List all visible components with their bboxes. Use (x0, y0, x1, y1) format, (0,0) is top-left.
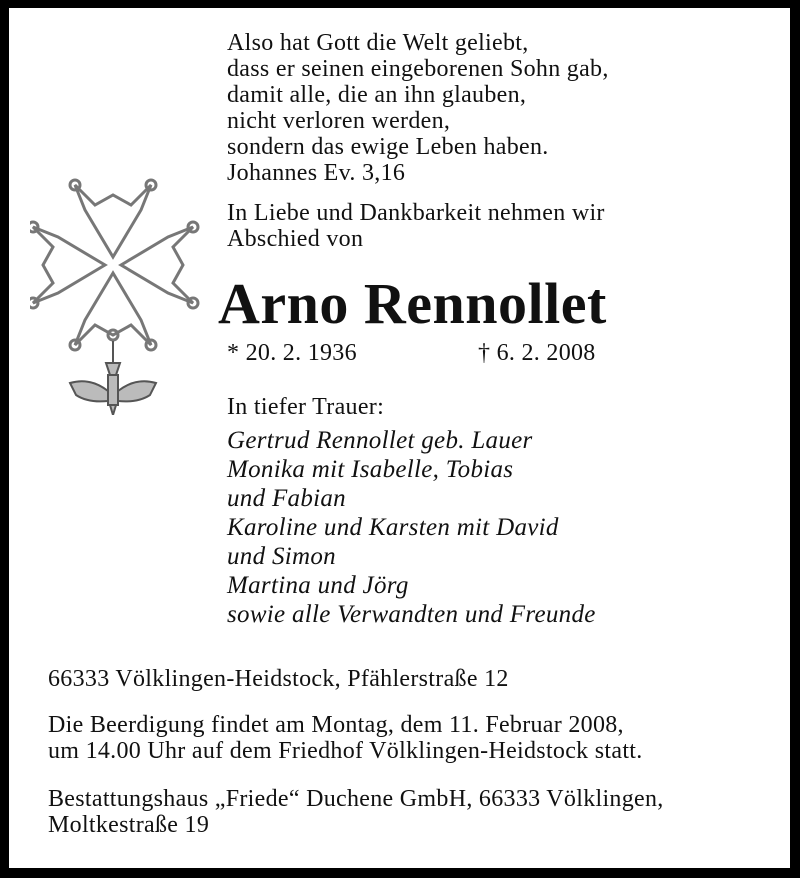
mourner-line: Martina und Jörg (227, 572, 409, 599)
mourner-line: Karoline und Karsten mit David (227, 514, 559, 541)
deceased-name: Arno Rennollet (218, 271, 607, 336)
mourner-line: Monika mit Isabelle, Tobias (227, 456, 514, 483)
verse-line: dass er seinen eingeborenen Sohn gab, (227, 56, 609, 82)
mourner-line: Gertrud Rennollet geb. Lauer (227, 427, 533, 454)
birth-date: * 20. 2. 1936 (227, 340, 357, 366)
funeral-info-line: um 14.00 Uhr auf dem Friedhof Völklingen-Heidstock statt. (48, 738, 643, 764)
funeral-home-line: Bestattungshaus „Friede“ Duchene GmbH, 66333 Völklingen, (48, 786, 664, 812)
verse-line: damit alle, die an ihn glauben, (227, 82, 527, 108)
mourner-line: sowie alle Verwandten und Freunde (227, 601, 596, 628)
funeral-home-line: Moltkestraße 19 (48, 812, 210, 838)
death-date: † 6. 2. 2008 (478, 340, 596, 366)
intro-line: Abschied von (227, 226, 364, 252)
huguenot-cross-icon (30, 165, 200, 415)
verse-reference: Johannes Ev. 3,16 (227, 160, 406, 186)
mourner-line: und Fabian (227, 485, 346, 512)
mourners-heading: In tiefer Trauer: (227, 394, 385, 420)
mourner-line: und Simon (227, 543, 336, 570)
verse-line: nicht verloren werden, (227, 108, 451, 134)
verse-line: Also hat Gott die Welt geliebt, (227, 30, 529, 56)
funeral-info-line: Die Beerdigung findet am Montag, dem 11. Februar 2008, (48, 712, 624, 738)
intro-line: In Liebe und Dankbarkeit nehmen wir (227, 200, 605, 226)
home-address: 66333 Völklingen-Heidstock, Pfählerstraße 12 (48, 666, 509, 692)
verse-line: sondern das ewige Leben haben. (227, 134, 549, 160)
